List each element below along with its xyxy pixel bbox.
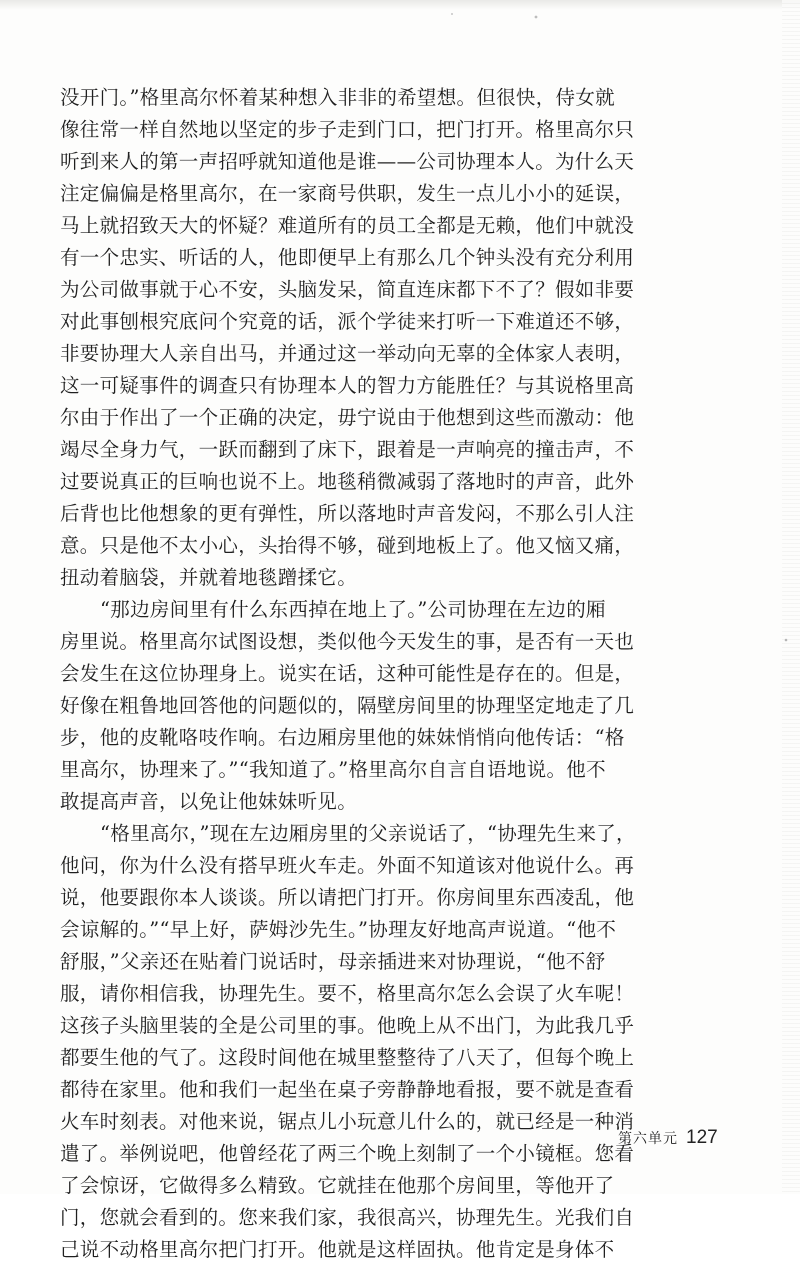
text-line: 舒服，”父亲还在贴着门说话时，母亲插进来对协理说，“他不舒 — [60, 950, 606, 973]
paragraph-1 — [60, 82, 635, 594]
text-line: “那边房间里有什么东西掉在地上了。”公司协理在左边的厢 — [100, 598, 606, 621]
text-line: 敢提高声音，以免让他妹妹听见。 — [60, 790, 358, 813]
text-line: 没开门。”格里高尔怀着某种想入非非的希望想。但很快，侍女就 — [60, 86, 615, 109]
paragraph-3 — [60, 818, 636, 1266]
unit-label: 第六单元 — [618, 1131, 678, 1147]
page-number: 127 — [686, 1127, 718, 1148]
text-line: 有一个忠实、听话的人，他即便早上有那么几个钟头没有充分利用 — [60, 246, 635, 269]
text-line: 都待在家里。他和我们一起坐在桌子旁静静地看报，要不就是查看 — [60, 1078, 635, 1101]
text-line: 像往常一样自然地以坚定的步子走到门口，把门打开。格里高尔只 — [60, 118, 635, 141]
text-line: 火车时刻表。对他来说，锯点儿小玩意儿什么的，就已经是一种消 — [60, 1110, 635, 1133]
text-line: 马上就招致天大的怀疑？难道所有的员工全都是无赖，他们中就没 — [60, 214, 635, 237]
text-line: 服，请你相信我，协理先生。要不，格里高尔怎么会误了火车呢！ — [60, 982, 635, 1005]
text-line: 尔由于作出了一个正确的决定，毋宁说由于他想到这些而激动：他 — [60, 406, 635, 429]
text-line: 这孩子头脑里装的全是公司里的事。他晚上从不出门，为此我几乎 — [60, 1014, 635, 1037]
text-line: 了会惊讶，它做得多么精致。它就挂在他那个房间里，等他开了 — [60, 1174, 615, 1197]
speck — [535, 16, 538, 19]
text-line: 非要协理大人亲自出马，并通过这一举动向无辜的全体家人表明， — [60, 342, 635, 365]
text-line: 对此事刨根究底问个究竟的话，派个学徒来打听一下难道还不够， — [60, 310, 635, 333]
text-line: 说，他要跟你本人谈谈。所以请把门打开。你房间里东西凌乱，他 — [60, 886, 635, 909]
text-line: 扭动着脑袋，并就着地毯蹭揉它。 — [60, 566, 358, 589]
text-line: 好像在粗鲁地回答他的问题似的，隔壁房间里的协理坚定地走了几 — [60, 694, 635, 717]
text-line: 己说不动格里高尔把门打开。他就是这样固执。他肯定是身体不 — [60, 1238, 615, 1261]
text-line: 为公司做事就于心不安，头脑发呆，简直连床都下不了？假如非要 — [60, 278, 635, 301]
text-line: 这一可疑事件的调查只有协理本人的智力方能胜任？与其说格里高 — [60, 374, 635, 397]
text-line: 里高尔，协理来了。”“我知道了。”格里高尔自言自语地说。他不 — [60, 758, 606, 781]
text-line: 遣了。举例说吧，他曾经花了两三个晚上刻制了一个小镜框。您看 — [60, 1142, 635, 1165]
text-line: 门，您就会看到的。您来我们家，我很高兴，协理先生。光我们自 — [60, 1206, 635, 1229]
text-line: 都要生他的气了。这段时间他在城里整整待了八天了，但每个晚上 — [60, 1046, 635, 1069]
text-line: 他问，你为什么没有搭早班火车走。外面不知道该对他说什么。再 — [60, 854, 635, 877]
text-line: 会谅解的。”“早上好，萨姆沙先生。”协理友好地高声说道。“他不 — [60, 918, 617, 941]
text-line: 会发生在这位协理身上。说实在话，这种可能性是存在的。但是， — [60, 662, 635, 685]
text-line: 步，他的皮靴咯吱作响。右边厢房里他的妹妹悄悄向他传话：“格 — [60, 726, 625, 749]
text-line: 听到来人的第一声招呼就知道他是谁——公司协理本人。为什么天 — [60, 150, 635, 173]
paragraph-2 — [60, 594, 635, 818]
text-line: “格里高尔，”现在左边厢房里的父亲说话了，“协理先生来了， — [100, 822, 636, 845]
text-line: 竭尽全身力气，一跃而翻到了床下，跟着是一声响亮的撞击声，不 — [60, 438, 635, 461]
text-line: 意。只是他不太小心，头抬得不够，碰到地板上了。他又恼又痛， — [60, 534, 635, 557]
body-text — [60, 82, 636, 1266]
text-line: 过要说真正的巨响也说不上。地毯稍微减弱了落地时的声音，此外 — [60, 470, 635, 493]
speck — [785, 639, 788, 642]
text-line: 房里说。格里高尔试图设想，类似他今天发生的事，是否有一天也 — [60, 630, 635, 653]
text-line: 后背也比他想象的更有弹性，所以落地时声音发闷，不那么引人注 — [60, 502, 635, 525]
speck — [451, 13, 453, 15]
text-line: 注定偏偏是格里高尔，在一家商号供职，发生一点儿小小的延误， — [60, 182, 635, 205]
page-footer — [618, 1127, 718, 1149]
